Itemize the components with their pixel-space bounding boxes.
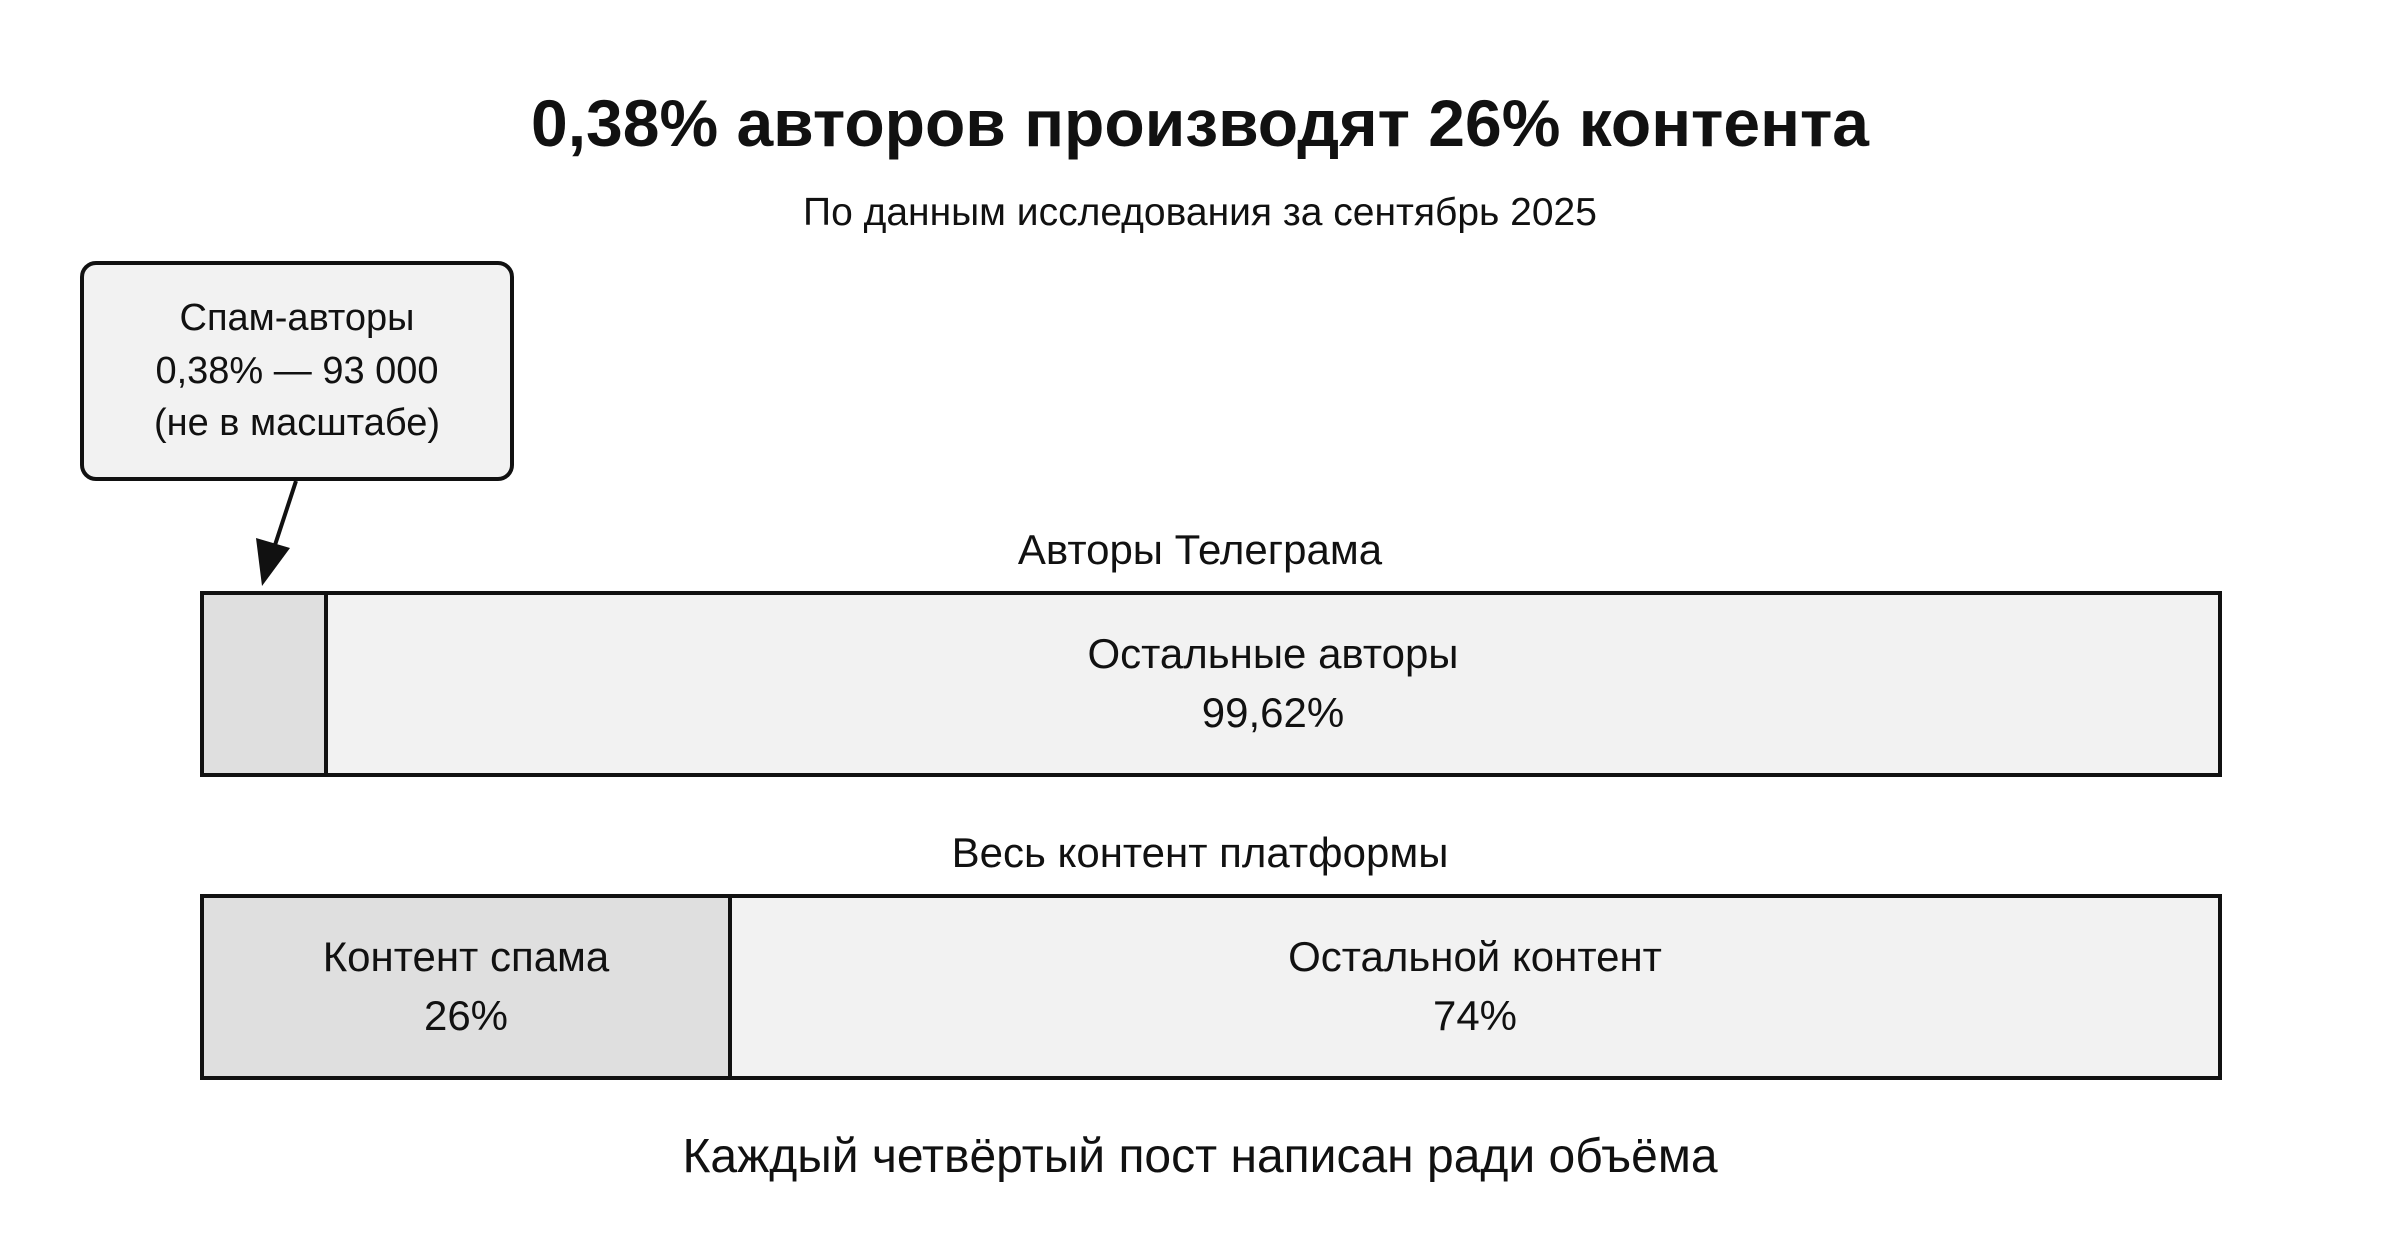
content-bar xyxy=(200,894,2222,1080)
authors-segment-spam xyxy=(204,595,324,773)
content-segment-spam-label: Контент спама xyxy=(322,933,610,981)
authors-segment-other xyxy=(324,595,2218,773)
chart-footer: Каждый четвёртый пост написан ради объёма xyxy=(682,1130,1718,1183)
chart-title: 0,38% авторов производят 26% контента xyxy=(531,86,1869,160)
callout-line-2: 0,38% — 93 000 xyxy=(155,349,439,392)
content-segment-other-label: Остальной контент xyxy=(1288,933,1662,981)
authors-bar xyxy=(200,591,2222,777)
authors-bar-label: Авторы Телеграма xyxy=(1017,526,1383,573)
content-segment-spam xyxy=(204,898,728,1076)
content-segment-other-value: 74% xyxy=(1432,992,1518,1039)
authors-segment-other-value: 99,62% xyxy=(1201,689,1345,736)
chart-subtitle: По данным исследования за сентябрь 2025 xyxy=(803,191,1597,234)
callout-line-1: Спам-авторы xyxy=(179,297,415,340)
spam-authors-callout xyxy=(80,261,514,481)
authors-segment-other-label: Остальные авторы xyxy=(1087,630,1459,678)
content-bar-label: Весь контент платформы xyxy=(951,829,1449,876)
content-segment-other xyxy=(728,898,2218,1076)
content-segment-spam-value: 26% xyxy=(423,992,509,1039)
callout-line-3: (не в масштабе) xyxy=(153,402,441,445)
